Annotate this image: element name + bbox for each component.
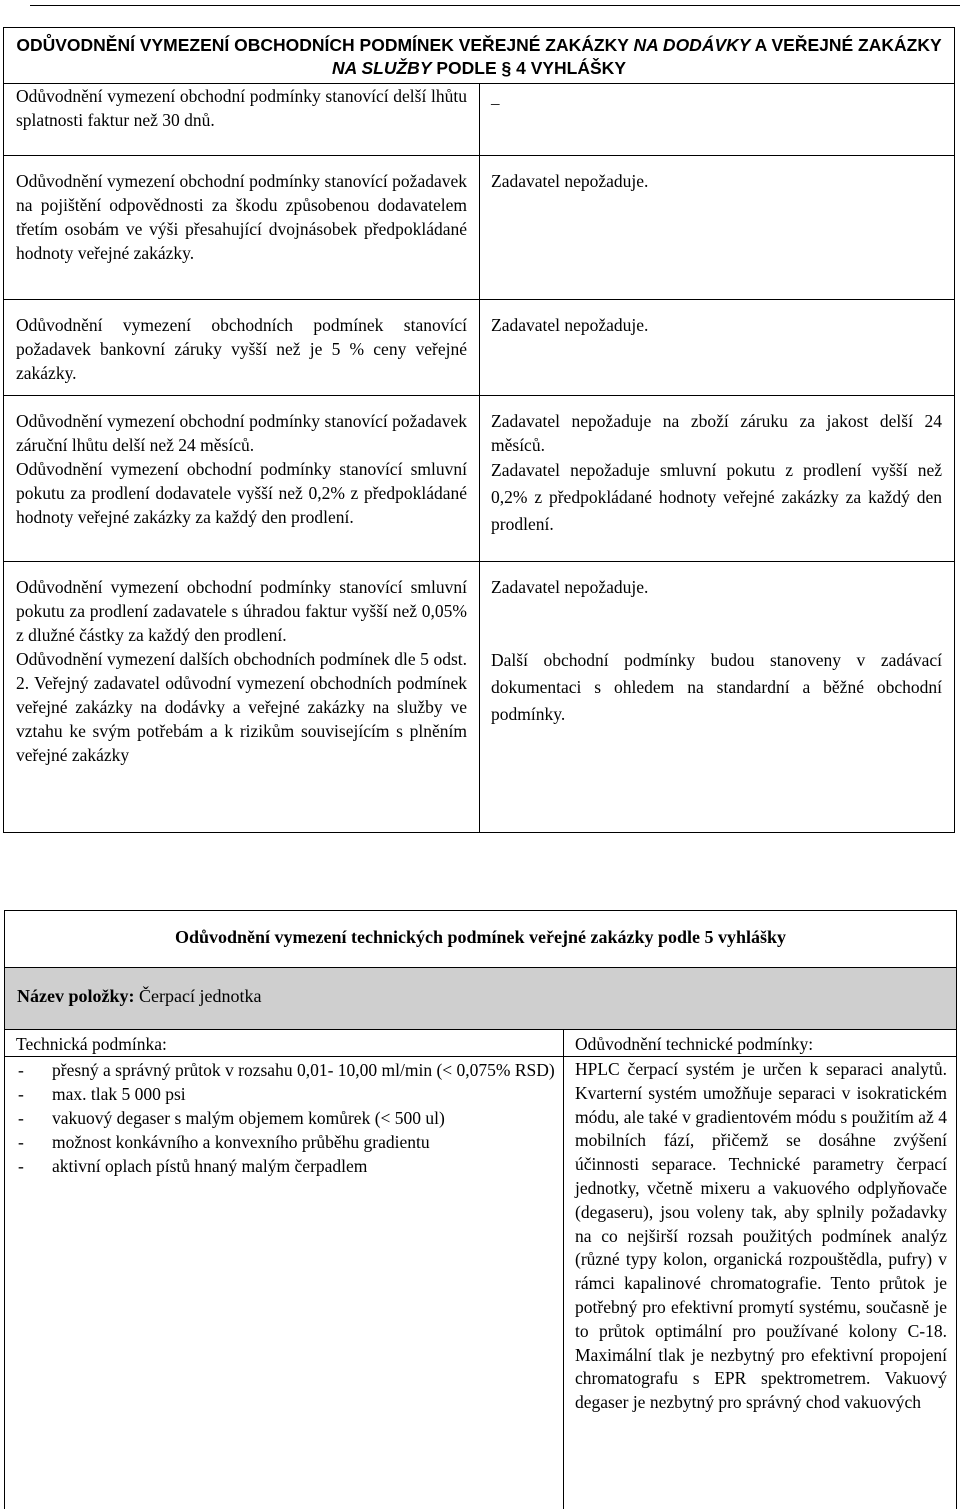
technical-conditions-grid: [4, 1030, 957, 1509]
justification-header: Odůvodnění technické podmínky:: [575, 1034, 814, 1054]
list-item: - max. tlak 5 000 psi: [16, 1082, 556, 1106]
table-row: [4, 156, 955, 300]
list-item: - možnost konkávního a konvexního průběhu gradientu: [16, 1130, 556, 1154]
condition-text: Odůvodnění vymezení obchodní podmínky stanovící smluvní pokutu za prodlení dodavatele vyšší než 0,2% z předpokládané hodnoty veřejné zakázky za každý den prodlení.: [16, 459, 467, 527]
list-item: - vakuový degaser s malým objemem komůrek (< 500 ul): [16, 1106, 556, 1130]
condition-cell: [4, 562, 480, 833]
item-name-label: Název položky:: [17, 986, 135, 1006]
item-name-row: [4, 968, 957, 1030]
response-text: Zadavatel nepožaduje smluvní pokutu z prodlení vyšší než 0,2% z předpokládané hodnoty veřejné zakázky za každý den prodlení.: [491, 460, 943, 534]
header-italic-2: NA SLUŽBY: [332, 58, 432, 78]
condition-text: Odůvodnění vymezení obchodní podmínky stanovící požadavek na pojištění odpovědnosti za škodu způsobenou dodavatelem třetím osobám ve výši přesahující dvojnásobek předpokládané hodnoty veřejné zakázky.: [16, 171, 467, 263]
condition-cell: [4, 300, 480, 396]
list-item: - přesný a správný průtok v rozsahu 0,01- 10,00 ml/min (< 0,075% RSD): [16, 1058, 556, 1082]
response-cell: [480, 396, 955, 562]
table-row: [4, 396, 955, 562]
header-text-1: ODŮVODNĚNÍ VYMEZENÍ OBCHODNÍCH PODMÍNEK VEŘEJNÉ ZAKÁZKY: [16, 35, 634, 55]
response-text: Zadavatel nepožaduje.: [491, 577, 649, 597]
requirements-list: [16, 1058, 556, 1178]
header-italic-1: NA DODÁVKY: [633, 35, 751, 55]
response-cell: [480, 156, 955, 300]
condition-cell: [4, 396, 480, 562]
commercial-conditions-table: [3, 27, 955, 833]
condition-cell: [4, 156, 480, 300]
justification-text: HPLC čerpací systém je určen k separaci analytů. Kvarterní systém umožňuje separaci v isokratickém módu, ale také v gradientovém módu s použitím až 4 mobilních fází, přičemž se dosáhne zvýšení účinnosti separace. Technické parametry čerpací jednotky, včetně mixeru a vakuového odplyňovače (degaseru), jsou voleny tak, aby splnily požadavky na co nejširší rozsah použitých podmínek analýz (různé typy kolon, organická rozpouštědla, pufry) v rámci kapalinové chromatografie. Tento průtok je potřebný pro efektivní promytí systému, současně je to průtok optimální pro používané kolony C-18. Maximální tlak je nezbytný pro efektivní propojení chromatografu s EPR spektrometrem. Vakuový degaser je nezbytný pro správný chod vakuových: [575, 1059, 947, 1413]
list-item: - aktivní oplach pístů hnaný malým čerpadlem: [16, 1154, 556, 1178]
condition-text: Odůvodnění vymezení obchodních podmínek stanovící požadavek bankovní záruky vyšší než je 5 % ceny veřejné zakázky.: [16, 315, 467, 383]
table-row: [4, 300, 955, 396]
header-text-2: A VEŘEJNÉ ZAKÁZKY: [750, 35, 942, 55]
item-name-value: Čerpací jednotka: [134, 986, 262, 1006]
table-header: [4, 28, 955, 84]
response-text: Další obchodní podmínky budou stanoveny v zadávací dokumentaci s ohledem na standardní a běžné obchodní podmínky.: [491, 650, 943, 724]
response-cell: [480, 84, 955, 156]
header-text-3: PODLE § 4 VYHLÁŠKY: [431, 58, 626, 78]
response-cell: [480, 300, 955, 396]
header-underline: [5, 1056, 956, 1057]
condition-text: Odůvodnění vymezení obchodní podmínky stanovící delší lhůtu splatnosti faktur než 30 dnů.: [16, 86, 467, 130]
condition-text: Odůvodnění vymezení obchodní podmínky stanovící smluvní pokutu za prodlení zadavatele s úhradou faktur vyšší než 0,05% z dlužné částky za každý den prodlení.: [16, 577, 467, 645]
response-text: Zadavatel nepožaduje.: [491, 315, 649, 335]
table-header-row: [4, 28, 955, 84]
table-row: [4, 84, 955, 156]
response-text: _: [491, 88, 500, 107]
response-cell: [480, 562, 955, 833]
column-divider: [563, 1030, 564, 1509]
condition-cell: [4, 84, 480, 156]
top-rule: [30, 5, 960, 6]
condition-text: Odůvodnění vymezení obchodní podmínky stanovící požadavek záruční lhůtu delší než 24 měsíců.: [16, 411, 467, 455]
response-text: Zadavatel nepožaduje.: [491, 171, 649, 191]
technical-condition-header: Technická podmínka:: [16, 1034, 167, 1054]
table-row: [4, 562, 955, 833]
response-text: Zadavatel nepožaduje na zboží záruku za jakost delší 24 měsíců.: [491, 411, 943, 455]
technical-conditions-title: Odůvodnění vymezení technických podmínek veřejné zakázky podle 5 vyhlášky: [4, 910, 957, 968]
condition-text: Odůvodnění vymezení dalších obchodních podmínek dle 5 odst. 2. Veřejný zadavatel odůvodní vymezení obchodních podmínek veřejné zakázky na dodávky a veřejné zakázky na služby ve vztahu ke svým potřebám a k rizikům souvisejícím s plněním veřejné zakázky: [16, 649, 467, 765]
